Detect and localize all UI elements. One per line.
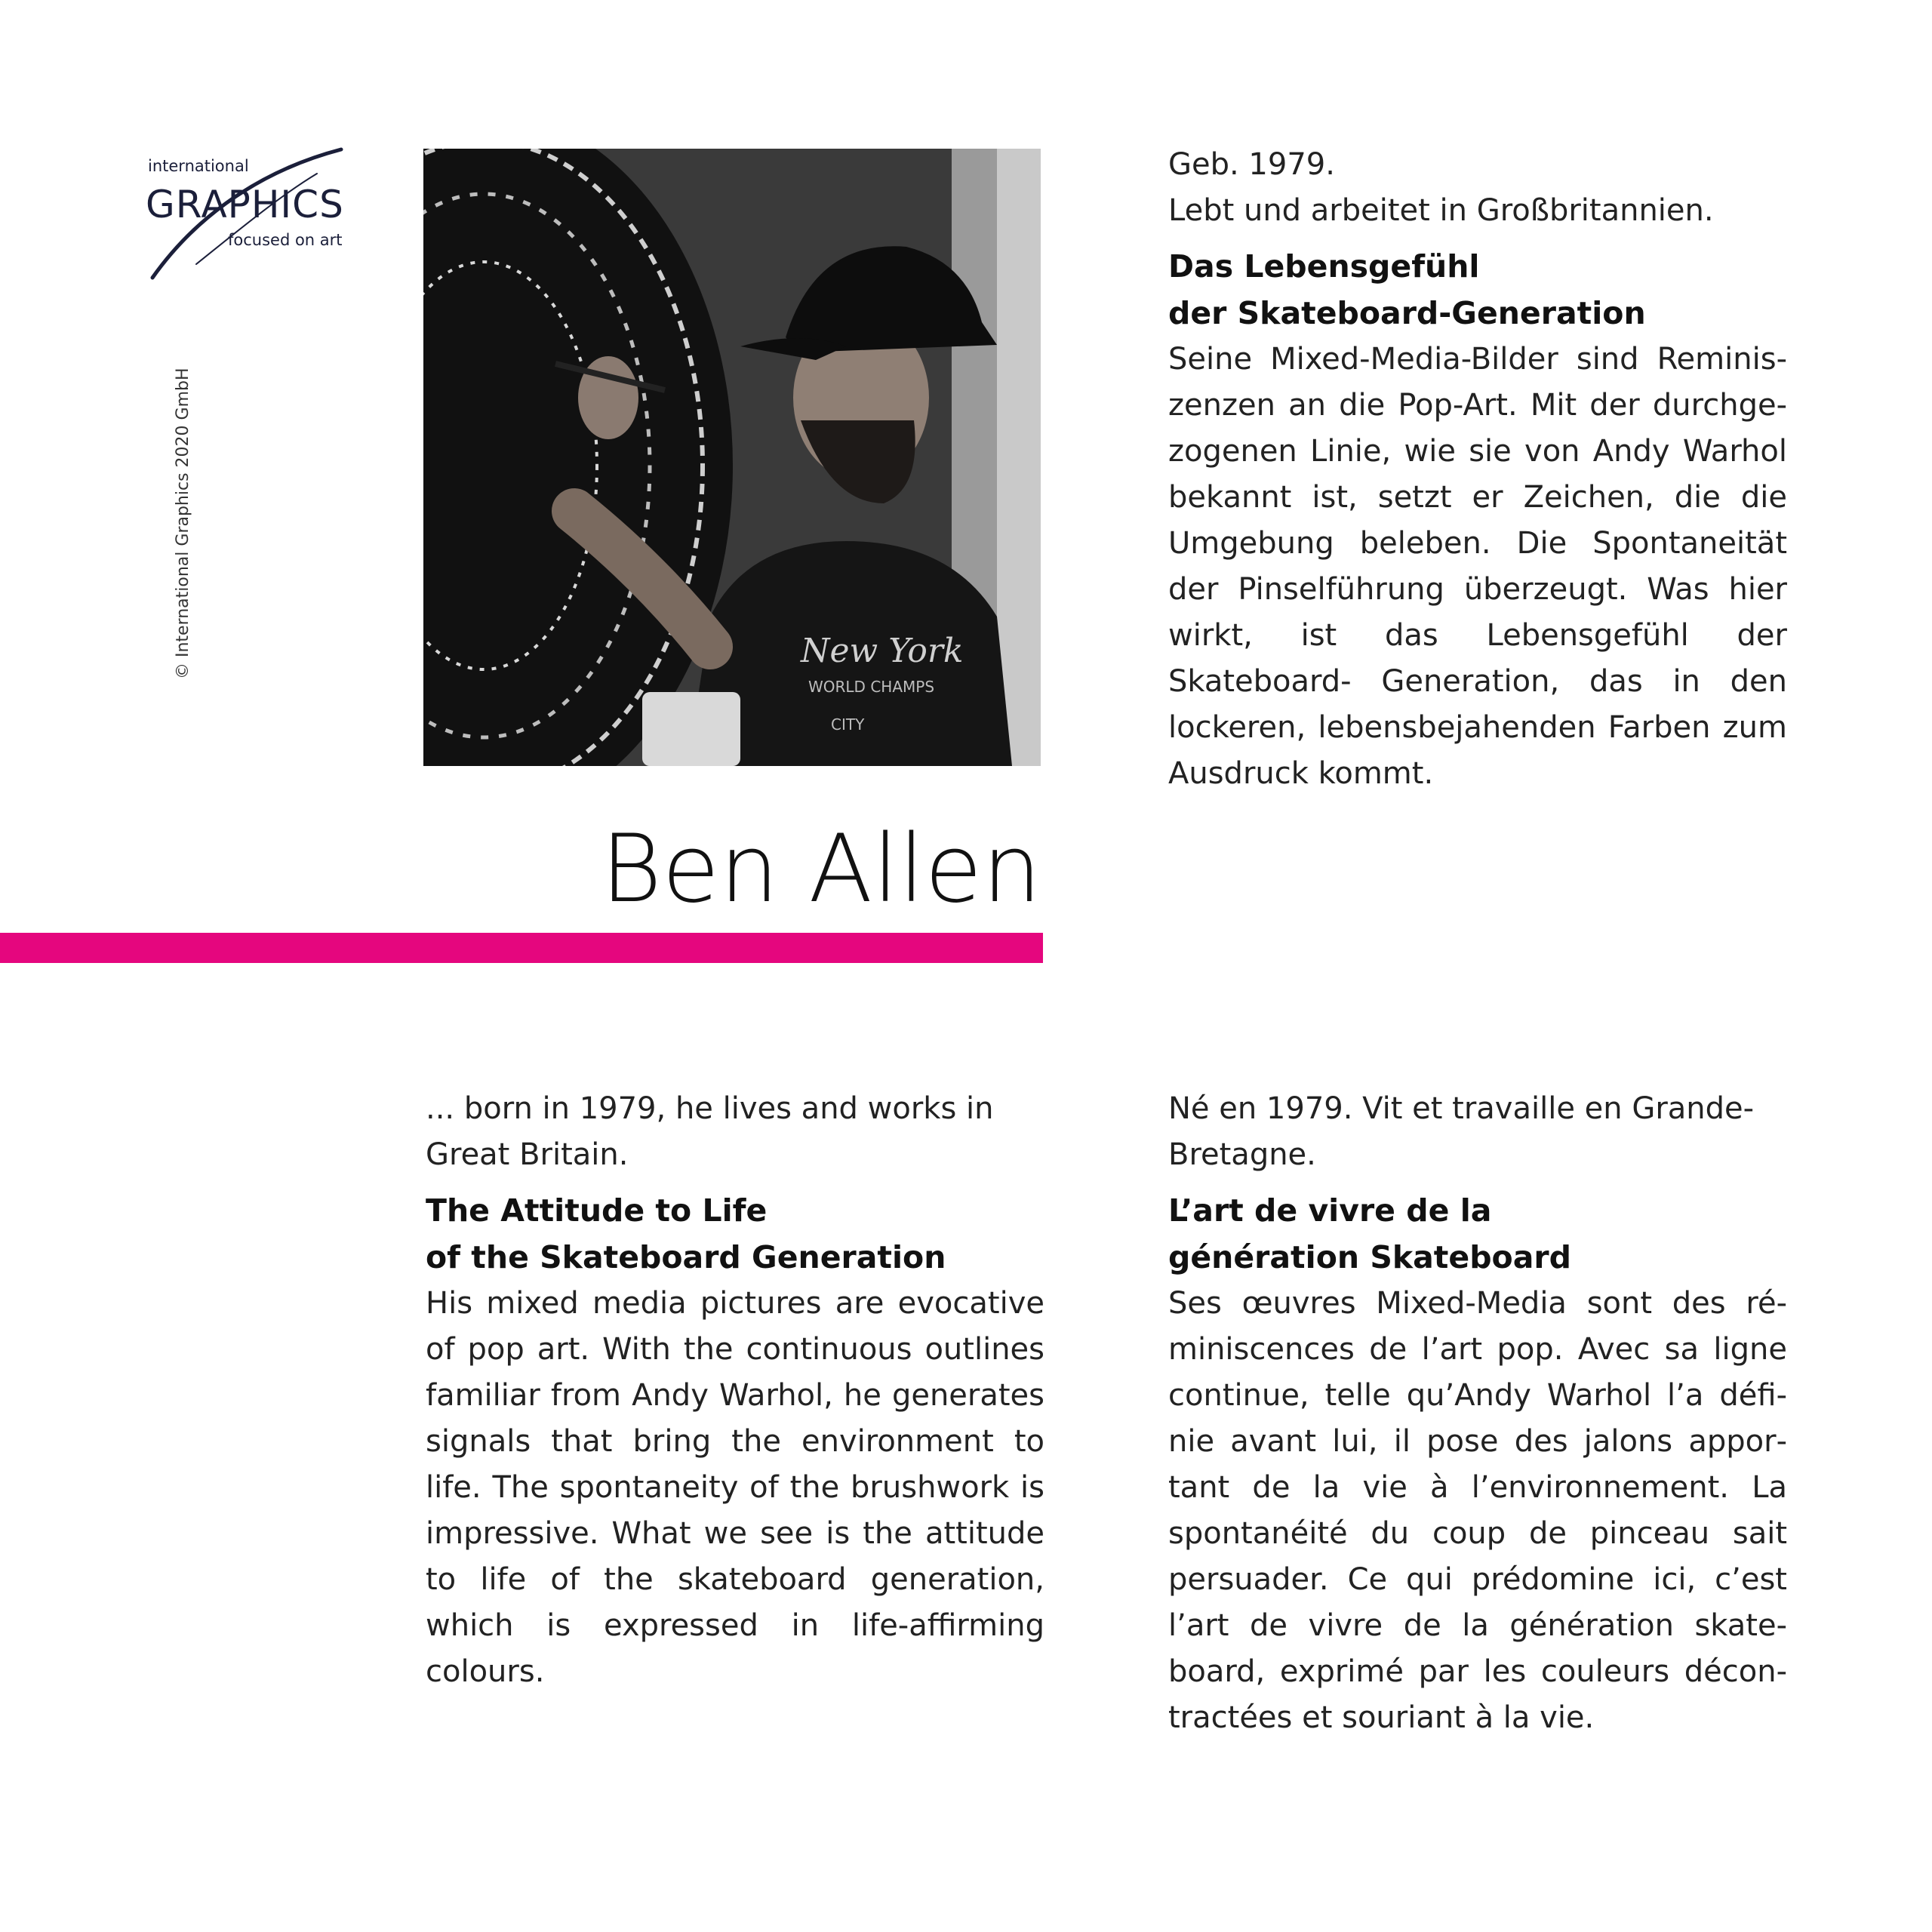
publisher-logo xyxy=(143,143,347,294)
english-heading xyxy=(426,1187,1044,1281)
svg-text:WORLD CHAMPS: WORLD CHAMPS xyxy=(808,678,935,696)
accent-bar xyxy=(0,933,1043,963)
french-heading-line-1: L’art de vivre de la xyxy=(1168,1192,1492,1229)
artist-photo xyxy=(423,149,1041,766)
german-intro xyxy=(1168,142,1787,234)
svg-text:New York: New York xyxy=(801,632,964,670)
logo-main-text: GRAPHICS xyxy=(146,183,344,226)
english-intro xyxy=(426,1086,1044,1178)
english-body-text: His mixed media pictures are evocative of pop art. With the continuous outlines familiar from Andy Warhol, he generates signals that bring the environment to life. The spontaneity of the brushwork is impressive. What we see is the attitude to life of the skateboard generation, which is expressed in life-affirming colours. xyxy=(426,1286,1044,1689)
artist-name: Ben Allen xyxy=(600,815,1041,924)
french-heading-line-2: génération Skateboard xyxy=(1168,1239,1571,1275)
english-heading-line-1: The Attitude to Life xyxy=(426,1192,768,1229)
german-heading-line-2: der Skateboard-Generation xyxy=(1168,295,1646,331)
english-intro-line-1: ... born in 1979, he lives and works in xyxy=(426,1091,994,1126)
french-intro-line-1: Né en 1979. Vit et travaille en Grande- xyxy=(1168,1091,1755,1126)
english-intro-line-2: Great Britain. xyxy=(426,1137,629,1172)
french-text-column xyxy=(1168,1086,1787,1741)
french-intro-line-2: Bretagne. xyxy=(1168,1137,1316,1172)
logo-top-text: international xyxy=(148,157,249,175)
svg-text:CITY: CITY xyxy=(831,715,865,734)
german-body-text: Seine Mixed-Media-Bilder sind Reminiszenzen an die Pop-Art. Mit der durchgezogenen Linie, wie sie von Andy Warhol bekannt ist, setzt er Zeichen, die die Umgebung beleben. Die Spontaneität der Pinselführung überzeugt. Was hier wirkt, ist das Lebensgefühl der Skateboard- Generation, das in den lockeren, lebensbejahenden Farben zum Ausdruck kommt. xyxy=(1168,342,1787,791)
logo-tagline: focused on art xyxy=(228,231,343,249)
french-intro xyxy=(1168,1086,1787,1178)
english-text-column xyxy=(426,1086,1044,1695)
german-intro-line-2: Lebt und arbeitet in Großbritannien. xyxy=(1168,193,1714,228)
german-intro-line-1: Geb. 1979. xyxy=(1168,147,1335,182)
artist-photo-illustration xyxy=(423,149,1041,766)
german-text-column xyxy=(1168,142,1787,797)
french-heading xyxy=(1168,1187,1787,1281)
german-heading xyxy=(1168,243,1787,337)
german-heading-line-1: Das Lebensgefühl xyxy=(1168,248,1480,285)
french-body-text: Ses œuvres Mixed-Media sont des réminiscences de l’art pop. Avec sa ligne continue, telle qu’Andy Warhol l’a définie avant lui, il pose des jalons apportant de la vie à l’environnement. La spontanéité du coup de pinceau sait persuader. Ce qui prédomine ici, c’est l’art de vivre de la génération skateboard, exprimé par les couleurs décontractées et souriant à la vie. xyxy=(1168,1286,1787,1735)
copyright-notice: © International Graphics 2020 GmbH xyxy=(174,368,192,679)
english-heading-line-2: of the Skateboard Generation xyxy=(426,1239,946,1275)
